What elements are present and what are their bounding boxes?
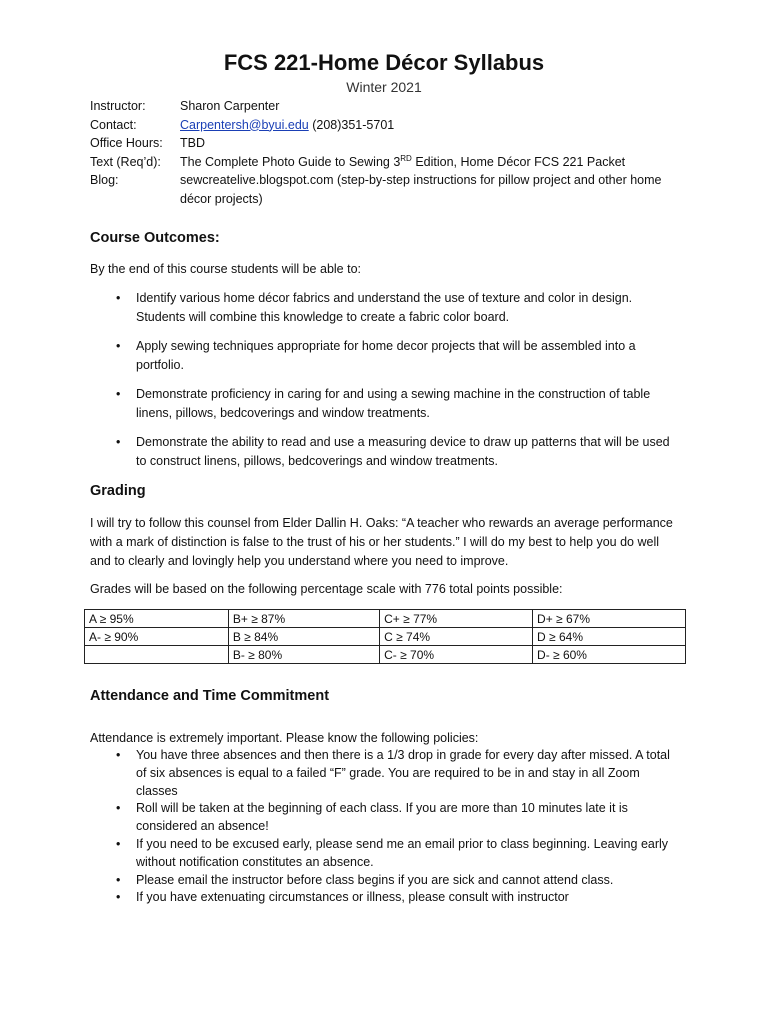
table-cell: A- ≥ 90% bbox=[85, 628, 229, 646]
table-cell: C ≥ 74% bbox=[380, 628, 533, 646]
text-label: Text (Req’d): bbox=[90, 154, 161, 169]
bullet-icon: • bbox=[116, 801, 121, 816]
text-edition-sup: RD bbox=[400, 153, 412, 163]
blog-label: Blog: bbox=[90, 173, 119, 187]
grading-heading: Grading bbox=[90, 483, 146, 499]
instructor-label: Instructor: bbox=[90, 99, 146, 113]
table-cell: B ≥ 84% bbox=[228, 628, 379, 646]
bullet-icon: • bbox=[116, 339, 121, 353]
table-cell: D+ ≥ 67% bbox=[533, 610, 686, 628]
contact-phone: (208)351-5701 bbox=[308, 117, 395, 132]
contact-row bbox=[90, 116, 680, 135]
attendance-policy-list bbox=[90, 747, 680, 907]
table-row bbox=[85, 610, 686, 628]
table-row bbox=[85, 628, 686, 646]
table-cell: C- ≥ 70% bbox=[380, 646, 533, 664]
text-value bbox=[180, 153, 680, 172]
course-outcomes-list bbox=[90, 289, 680, 481]
instructor-row bbox=[90, 97, 680, 116]
bullet-icon: • bbox=[116, 748, 121, 762]
bullet-icon: • bbox=[116, 872, 121, 887]
contact-label: Contact: bbox=[90, 117, 137, 132]
table-cell bbox=[85, 646, 229, 664]
list-item: • Apply sewing techniques appropriate for home decor projects that will be assembled into a portfolio. bbox=[116, 339, 636, 372]
text-title-rest: Edition, Home Décor FCS 221 Packet bbox=[411, 154, 626, 169]
office-hours-label: Office Hours: bbox=[90, 136, 163, 150]
instructor-value: Sharon Carpenter bbox=[180, 99, 280, 113]
course-outcomes-intro: By the end of this course students will be able to: bbox=[90, 262, 361, 276]
blog-value: sewcreatelive.blogspot.com (step-by-step instructions for pillow project and other home décor projects) bbox=[180, 173, 662, 206]
document-title: FCS 221-Home Décor Syllabus bbox=[223, 50, 545, 75]
list-item: • You have three absences and then there is a 1/3 drop in grade for every day after missed. A total of six absences is equal to a failed “F” grade. You are required to be in and stay in all Zoom classes bbox=[116, 748, 670, 798]
grading-quote: I will try to follow this counsel from Elder Dallin H. Oaks: “A teacher who rewards an average performance with a mark of distinction is false to the trust of his or her students.” I will do my best to help you do well and to clearly and lovingly help you understand where you need to improve. bbox=[90, 516, 673, 568]
bullet-icon: • bbox=[116, 890, 121, 905]
table-row bbox=[85, 646, 686, 664]
list-item: • Demonstrate proficiency in caring for and using a sewing machine in the construction of table linens, pillows, bedcoverings and window treatments. bbox=[116, 387, 651, 420]
bullet-icon: • bbox=[116, 836, 121, 851]
list-item: • Please email the instructor before class begins if you are sick and cannot attend class. bbox=[90, 872, 680, 890]
list-item: • Roll will be taken at the beginning of each class. If you are more than 10 minutes late it is considered an absence! bbox=[116, 801, 628, 834]
office-hours-value: TBD bbox=[180, 136, 205, 150]
table-cell: D- ≥ 60% bbox=[533, 646, 686, 664]
list-item: • If you have extenuating circumstances or illness, please consult with instructor bbox=[90, 889, 680, 907]
course-info bbox=[90, 97, 680, 208]
contact-email-link[interactable]: Carpentersh@byui.edu bbox=[180, 117, 309, 132]
bullet-icon: • bbox=[116, 435, 121, 449]
grading-scale-intro: Grades will be based on the following percentage scale with 776 total points possible: bbox=[90, 582, 563, 596]
grade-scale-table bbox=[84, 609, 686, 664]
text-title: The Complete Photo Guide to Sewing 3 bbox=[180, 154, 401, 169]
contact-value bbox=[180, 116, 680, 135]
list-item: • Identify various home décor fabrics and understand the use of texture and color in design. Students will combine this knowledge to create a fabric color board. bbox=[116, 291, 633, 324]
document-subtitle: Winter 2021 bbox=[346, 79, 422, 95]
blog-row bbox=[90, 171, 680, 208]
course-outcomes-heading: Course Outcomes: bbox=[90, 230, 220, 246]
office-hours-row bbox=[90, 134, 680, 153]
table-cell: A ≥ 95% bbox=[85, 610, 229, 628]
bullet-icon: • bbox=[116, 387, 121, 401]
bullet-icon: • bbox=[116, 291, 121, 305]
attendance-heading: Attendance and Time Commitment bbox=[90, 688, 330, 704]
list-item: • If you need to be excused early, please send me an email prior to class beginning. Leaving early without notification constitutes an absence. bbox=[116, 836, 669, 869]
table-cell: B- ≥ 80% bbox=[228, 646, 379, 664]
list-item: • Demonstrate the ability to read and use a measuring device to draw up patterns that will be used to construct linens, pillows, bedcoverings and window treatments. bbox=[116, 435, 670, 468]
table-cell: B+ ≥ 87% bbox=[228, 610, 379, 628]
table-cell: C+ ≥ 77% bbox=[380, 610, 533, 628]
text-row bbox=[90, 153, 680, 172]
table-cell: D ≥ 64% bbox=[533, 628, 686, 646]
attendance-intro: Attendance is extremely important. Please know the following policies: bbox=[90, 731, 479, 745]
